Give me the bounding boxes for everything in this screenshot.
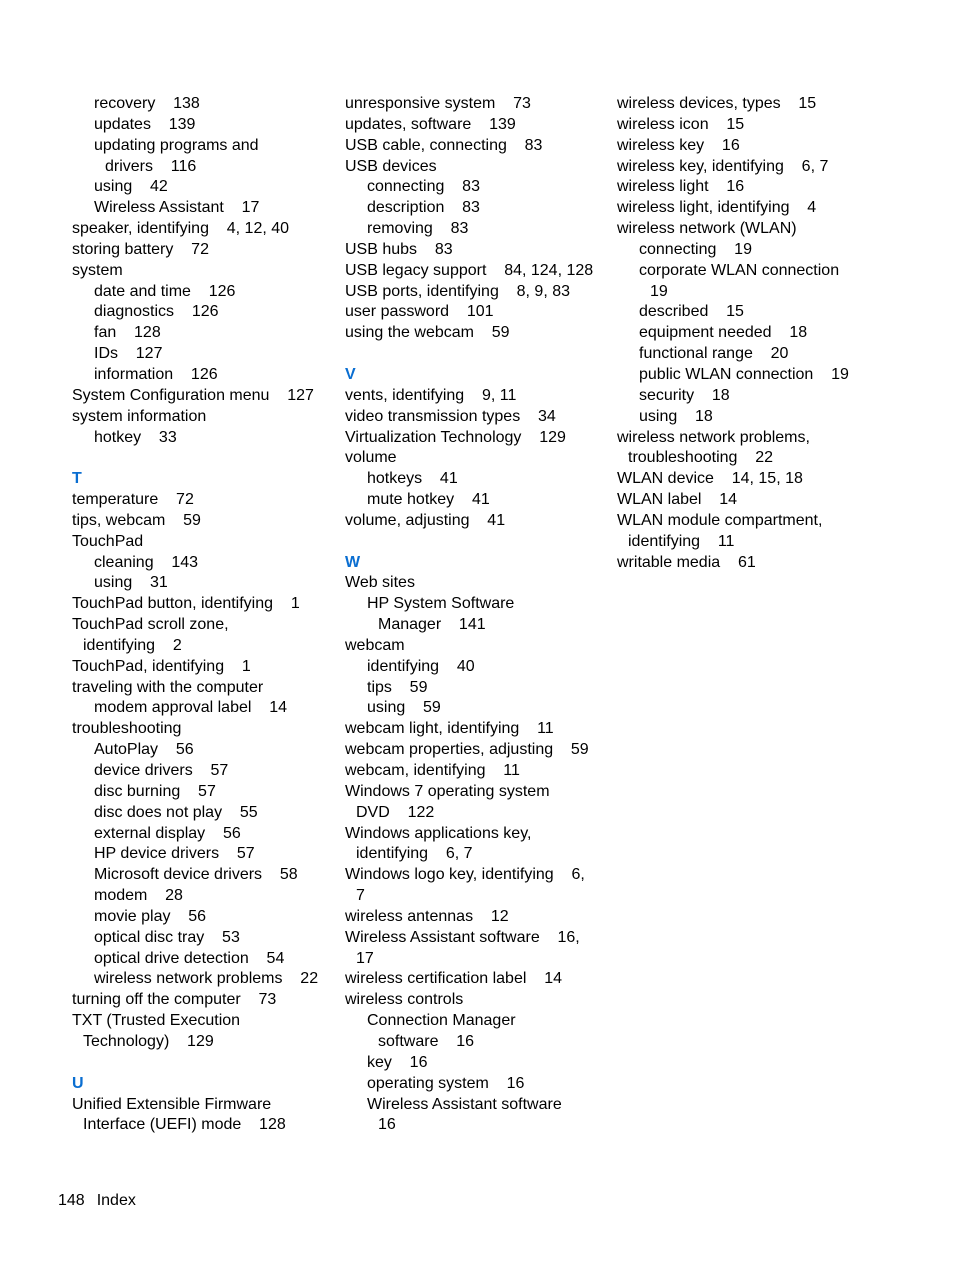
index-entry: Wireless Assistant software 16, <box>345 928 580 946</box>
index-entry: system information <box>72 407 207 425</box>
index-subentry: identifying 40 <box>367 657 475 675</box>
index-subentry: public WLAN connection 19 <box>639 365 849 383</box>
index-entry: TouchPad <box>72 532 144 550</box>
index-entry-continuation: identifying 11 <box>628 532 735 550</box>
index-entry: system <box>72 261 123 279</box>
index-subentry: updating programs and <box>94 136 259 154</box>
index-entry-continuation: drivers 116 <box>105 157 197 175</box>
index-entry: traveling with the computer <box>72 678 264 696</box>
index-subentry: removing 83 <box>367 220 469 238</box>
index-subentry: Wireless Assistant software <box>367 1095 562 1113</box>
index-entry: vents, identifying 9, 11 <box>345 386 517 404</box>
index-subentry: using 31 <box>94 574 168 592</box>
index-subentry: connecting 19 <box>639 240 752 258</box>
index-subentry: Wireless Assistant 17 <box>94 199 260 217</box>
index-column-1 <box>72 94 334 1136</box>
index-subentry: using 42 <box>94 178 168 196</box>
index-subentry: IDs 127 <box>94 345 163 363</box>
index-entry-continuation: Manager 141 <box>378 616 486 634</box>
index-entry: wireless antennas 12 <box>345 907 509 925</box>
index-entry: USB cable, connecting 83 <box>345 136 543 154</box>
section-spacer <box>72 1053 334 1074</box>
index-subentry: connecting 83 <box>367 178 480 196</box>
index-column-3 <box>617 94 879 573</box>
index-subentry: cleaning 143 <box>94 553 199 571</box>
index-entry: TouchPad scroll zone, <box>72 616 229 634</box>
index-subentry: AutoPlay 56 <box>94 741 194 759</box>
index-entry: WLAN label 14 <box>617 491 738 509</box>
index-entry: webcam <box>345 636 405 654</box>
index-entry: video transmission types 34 <box>345 407 556 425</box>
index-entry: wireless light, identifying 4 <box>617 199 817 217</box>
index-subentry: functional range 20 <box>639 345 789 363</box>
index-entry: wireless network (WLAN) <box>617 220 797 238</box>
index-entry: troubleshooting <box>72 720 182 738</box>
index-entry: USB hubs 83 <box>345 240 453 258</box>
index-subentry: equipment needed 18 <box>639 324 808 342</box>
index-subentry: disc burning 57 <box>94 782 216 800</box>
index-subentry: recovery 138 <box>94 95 200 112</box>
index-subentry: information 126 <box>94 365 218 383</box>
index-subentry: external display 56 <box>94 824 241 842</box>
index-subentry: date and time 126 <box>94 282 236 300</box>
index-entry: System Configuration menu 127 <box>72 386 314 404</box>
index-subentry: modem 28 <box>94 887 183 905</box>
index-subentry: mute hotkey 41 <box>367 491 490 509</box>
index-entry: using the webcam 59 <box>345 324 510 342</box>
index-entry: updates, software 139 <box>345 115 516 133</box>
index-entry: speaker, identifying 4, 12, 40 <box>72 220 290 238</box>
index-subentry: Connection Manager <box>367 1012 516 1030</box>
section-spacer <box>345 532 607 553</box>
index-entry: webcam properties, adjusting 59 <box>345 741 589 759</box>
index-entry-continuation: 7 <box>356 887 365 905</box>
index-letter-heading: W <box>345 553 361 571</box>
page-footer <box>58 1191 136 1211</box>
index-subentry: HP System Software <box>367 595 515 613</box>
index-entry: Web sites <box>345 574 415 592</box>
index-entry: wireless icon 15 <box>617 115 745 133</box>
index-subentry: device drivers 57 <box>94 762 229 779</box>
index-subentry: security 18 <box>639 386 730 404</box>
index-entry: TouchPad button, identifying 1 <box>72 595 300 613</box>
index-subentry: modem approval label 14 <box>94 699 287 717</box>
index-entry-continuation: Interface (UEFI) mode 128 <box>83 1116 286 1134</box>
index-entry: volume <box>345 449 397 467</box>
index-entry: wireless devices, types 15 <box>617 95 817 112</box>
index-subentry: movie play 56 <box>94 907 207 925</box>
index-entry: unresponsive system 73 <box>345 95 531 112</box>
index-subentry: hotkeys 41 <box>367 470 458 488</box>
index-entry-continuation: troubleshooting 22 <box>628 449 773 467</box>
index-entry-continuation: Technology) 129 <box>83 1032 214 1050</box>
index-entry-continuation: DVD 122 <box>356 803 435 821</box>
index-entry: TouchPad, identifying 1 <box>72 657 251 675</box>
index-subentry: corporate WLAN connection <box>639 261 840 279</box>
index-entry: USB legacy support 84, 124, 128 <box>345 261 594 279</box>
index-subentry: updates 139 <box>94 115 196 133</box>
index-subentry: HP device drivers 57 <box>94 845 255 863</box>
index-entry: WLAN module compartment, <box>617 511 823 529</box>
index-entry: wireless light 16 <box>617 178 745 196</box>
index-entry: wireless controls <box>345 991 464 1009</box>
index-entry-continuation: identifying 6, 7 <box>356 845 473 863</box>
index-subentry: disc does not play 55 <box>94 803 258 821</box>
index-entry: WLAN device 14, 15, 18 <box>617 470 803 488</box>
index-entry: webcam light, identifying 11 <box>345 720 554 738</box>
index-subentry: optical drive detection 54 <box>94 949 285 967</box>
index-subentry: description 83 <box>367 199 480 217</box>
index-subentry: described 15 <box>639 303 744 321</box>
index-letter-heading: U <box>72 1074 84 1092</box>
index-entry: wireless key 16 <box>617 136 740 154</box>
index-entry-continuation: identifying 2 <box>83 636 182 654</box>
index-entry: temperature 72 <box>72 491 194 509</box>
index-subentry: hotkey 33 <box>94 428 177 446</box>
index-subentry: fan 128 <box>94 324 161 342</box>
index-entry-continuation: 17 <box>356 949 374 967</box>
section-spacer <box>72 448 334 469</box>
index-entry: Virtualization Technology 129 <box>345 428 566 446</box>
index-entry: TXT (Trusted Execution <box>72 1012 241 1030</box>
index-entry: webcam, identifying 11 <box>345 762 520 779</box>
index-subentry: using 18 <box>639 407 713 425</box>
index-entry: Windows 7 operating system <box>345 782 550 800</box>
index-entry: USB devices <box>345 157 437 175</box>
index-subentry: tips 59 <box>367 678 428 696</box>
index-entry: wireless network problems, <box>617 428 810 446</box>
index-entry-continuation: 16 <box>378 1116 396 1134</box>
index-subentry: operating system 16 <box>367 1074 525 1092</box>
index-subentry: key 16 <box>367 1053 428 1071</box>
index-entry: wireless key, identifying 6, 7 <box>617 157 829 175</box>
index-column-2 <box>345 94 607 1136</box>
index-entry-continuation: software 16 <box>378 1032 475 1050</box>
index-entry: Unified Extensible Firmware <box>72 1095 272 1113</box>
index-subentry: optical disc tray 53 <box>94 928 240 946</box>
index-entry-continuation: 19 <box>650 282 668 300</box>
section-spacer <box>345 344 607 365</box>
index-subentry: using 59 <box>367 699 441 717</box>
index-entry: storing battery 72 <box>72 240 209 258</box>
index-entry: user password 101 <box>345 303 494 321</box>
index-subentry: wireless network problems 22 <box>94 970 319 988</box>
index-entry: Windows applications key, <box>345 824 532 842</box>
footer-section-title: Index <box>96 1192 136 1209</box>
index-entry: volume, adjusting 41 <box>345 511 506 529</box>
index-subentry: diagnostics 126 <box>94 303 219 321</box>
index-entry: Windows logo key, identifying 6, <box>345 866 585 884</box>
index-subentry: Microsoft device drivers 58 <box>94 866 298 884</box>
index-entry: writable media 61 <box>617 553 756 571</box>
index-entry: USB ports, identifying 8, 9, 83 <box>345 282 571 300</box>
index-entry: wireless certification label 14 <box>345 970 562 988</box>
index-letter-heading: T <box>72 470 82 488</box>
index-entry: turning off the computer 73 <box>72 991 277 1009</box>
page-number: 148 <box>58 1192 85 1209</box>
index-entry: tips, webcam 59 <box>72 511 201 529</box>
index-letter-heading: V <box>345 365 356 383</box>
